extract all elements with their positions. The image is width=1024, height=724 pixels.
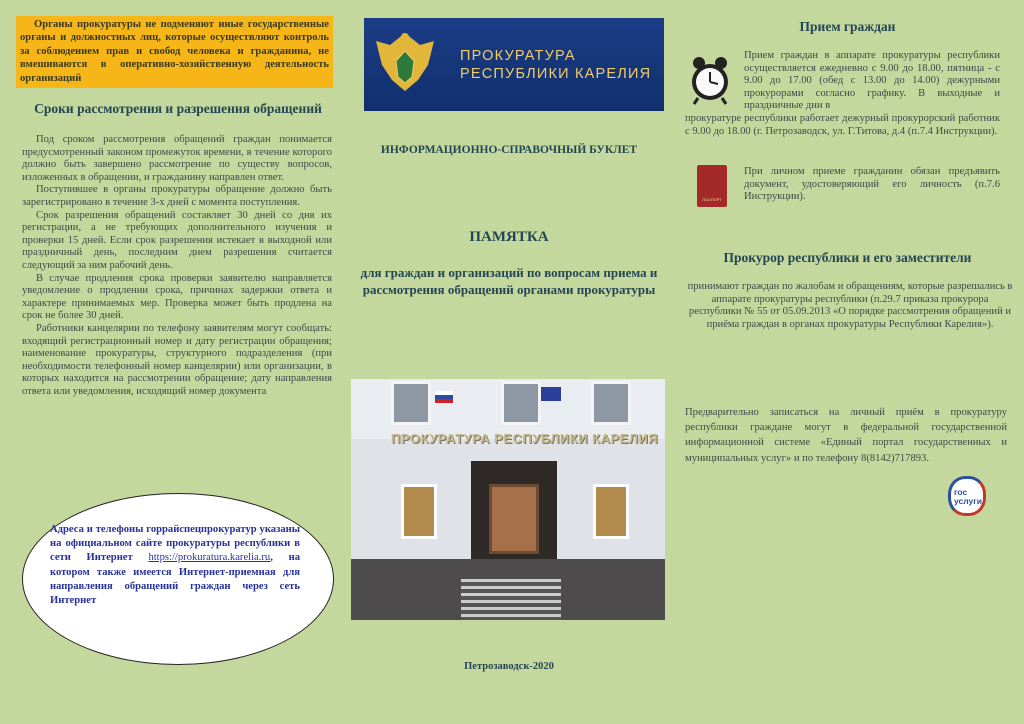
paragraph: В случае продления срока проверки заявителю направляется уведомление о продлении срока, причинах задержки ответа и характере принимаемых мер. Проверка может быть продлена на срок не более 30 дней. <box>22 272 332 322</box>
id-requirement-text: При личном приеме гражданин обязан предъявить документ, удостоверяющий его личность (п.7.6 Инструкции). <box>744 166 1000 203</box>
deputies-heading: Прокурор республики и его заместители <box>723 250 972 265</box>
memo-subtitle: для граждан и организаций по вопросам приема и рассмотрения обращений органами прокуратуры <box>360 265 658 297</box>
terms-body <box>22 134 332 398</box>
prosecutor-logo: ПРОКУРАТУРА РЕСПУБЛИКИ КАРЕЛИЯ <box>364 18 664 111</box>
alarm-clock-icon <box>690 54 730 106</box>
passport-icon: ПАСПОРТ <box>697 165 727 207</box>
deputies-text: принимают граждан по жалобам и обращениям, которые разрешались в аппарате прокуратуры республики (п.29.7 приказа прокурора республики № 55 от 05.09.2013 «О порядке рассмотрения обращений и приёма граждан в органах прокуратуры Республики Карелия»). <box>687 281 1013 330</box>
building-photo <box>351 379 665 620</box>
building-sign: ПРОКУРАТУРА РЕСПУБЛИКИ КАРЕЛИЯ <box>391 431 659 446</box>
paragraph: Работники канцелярии по телефону заявителям могут сообщать: входящий регистрационный номер и дату регистрации обращения; наименование прокуратуры, структурного подразделения (при необходимости телефонный номер канцелярии) или организации, в которых находится на рассмотрении обращение; дату направления ответа или уведомления, исходящий номер документа <box>22 322 332 397</box>
paragraph: Под сроком рассмотрения обращений граждан понимается предусмотренный законом промежуток времени, в течение которого должно быть завершено рассмотрение по существу вопросов, изложенных в обращении, и гражданину направлен ответ. <box>22 134 332 183</box>
emblem-icon <box>370 25 440 105</box>
reception-heading: Прием граждан <box>799 19 896 34</box>
website-link[interactable]: https://prokuratura.karelia.ru <box>148 552 271 564</box>
memo-title: ПАМЯТКА <box>469 229 549 245</box>
paragraph: Срок разрешения обращений составляет 30 дней со дня их регистрации, а не требующих дополнительного изучения и проверки 15 дней. Если срок разрешения истекает в выходной или праздничный день, последним днем разрешения считается следующий за ним рабочий день. <box>22 209 332 271</box>
booklet-label: ИНФОРМАЦИОННО-СПРАВОЧНЫЙ БУКЛЕТ <box>380 144 638 156</box>
warning-box: Органы прокуратуры не подменяют иные государственные органы и должностных лиц, которые осуществляют контроль за соблюдением прав и свобод человека и гражданина, не вмешиваются в оперативно-хозяйственную деятельность организаций <box>16 16 333 88</box>
contacts-text: Адреса и телефоны горрайспецпрокуратур указаны на официальном сайте прокуратуры республики в сети Интернет https://prokuratura.karelia.ru, на котором также имеется Интернет-приемная для направления обращений граждан через сеть Интернет <box>50 524 300 607</box>
gosuslugi-logo: гос услуги <box>948 476 986 516</box>
appointment-text: Предварительно записаться на личный приём в прокуратуру республики граждане могут в федеральной государственной информационной системе «Единый портал государственных и муниципальных услуг» и по телефону 8(8142)717893. <box>685 407 1007 464</box>
reception-text: Прием граждан в аппарате прокуратуры республики осуществляется ежедневно с 9.00 до 18.00, пятница - с 9.00 до 17.00 (обед с 13.00 до 14.00) дежурными прокурорами согласно графику. В выходные и праздничные дни в <box>744 50 1000 112</box>
reception-text-continued: прокуратуре республики работает дежурный прокурорский работник с 9.00 до 18.00 (г. Петрозаводск, ул. Г.Титова, д.4 (п.7.4 Инструкции). <box>685 113 1000 137</box>
city-year: Петрозаводск-2020 <box>464 661 554 672</box>
terms-heading: Сроки рассмотрения и разрешения обращений <box>34 101 322 116</box>
paragraph: Поступившее в органы прокуратуры обращение должно быть зарегистрировано в течение 3-х дней с момента поступления. <box>22 184 332 208</box>
